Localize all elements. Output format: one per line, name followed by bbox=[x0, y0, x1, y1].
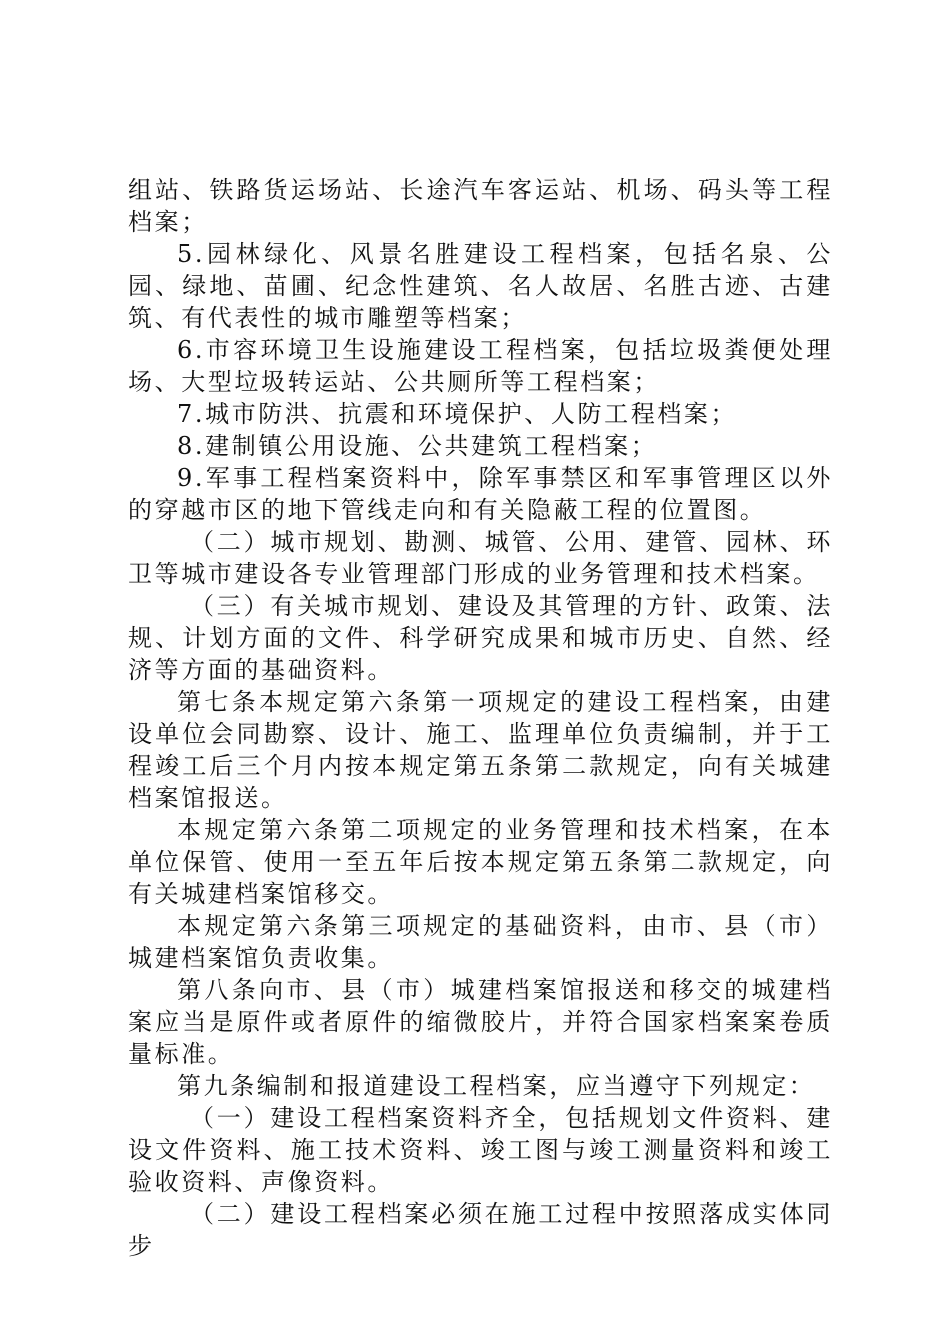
document-body bbox=[128, 174, 833, 1262]
paragraph-section-3: （三）有关城市规划、建设及其管理的方针、政策、法规、计划方面的文件、科学研究成果和城市历史、自然、经济等方面的基础资料。 bbox=[128, 592, 833, 684]
paragraph-item-8: 8.建制镇公用设施、公共建筑工程档案； bbox=[177, 432, 658, 460]
paragraph-article-7-part-2: 本规定第六条第二项规定的业务管理和技术档案，在本单位保管、使用一至五年后按本规定第五条第二款规定，向有关城建档案馆移交。 bbox=[128, 816, 833, 908]
paragraph-article-7: 第七条本规定第六条第一项规定的建设工程档案，由建设单位会同勘察、设计、施工、监理单位负责编制，并于工程竣工后三个月内按本规定第五条第二款规定，向有关城建档案馆报送。 bbox=[128, 688, 833, 812]
paragraph-item-6: 6.市容环境卫生设施建设工程档案，包括垃圾粪便处理场、大型垃圾转运站、公共厕所等工程档案； bbox=[128, 336, 833, 396]
paragraph-item-5: 5.园林绿化、风景名胜建设工程档案，包括名泉、公园、绿地、苗圃、纪念性建筑、名人故居、名胜古迹、古建筑、有代表性的城市雕塑等档案； bbox=[128, 240, 833, 332]
paragraph-item-7: 7.城市防洪、抗震和环境保护、人防工程档案； bbox=[177, 400, 738, 428]
paragraph-continued: 组站、铁路货运场站、长途汽车客运站、机场、码头等工程档案； bbox=[128, 176, 833, 236]
paragraph-item-9: 9.军事工程档案资料中，除军事禁区和军事管理区以外的穿越市区的地下管线走向和有关隐蔽工程的位置图。 bbox=[128, 464, 833, 524]
paragraph-article-8: 第八条向市、县（市）城建档案馆报送和移交的城建档案应当是原件或者原件的缩微胶片，并符合国家档案案卷质量标准。 bbox=[128, 976, 833, 1068]
paragraph-article-9-item-1: （一）建设工程档案资料齐全，包括规划文件资料、建设文件资料、施工技术资料、竣工图与竣工测量资料和竣工验收资料、声像资料。 bbox=[128, 1104, 833, 1196]
paragraph-section-2: （二）城市规划、勘测、城管、公用、建管、园林、环卫等城市建设各专业管理部门形成的业务管理和技术档案。 bbox=[128, 528, 833, 588]
paragraph-article-7-part-3: 本规定第六条第三项规定的基础资料，由市、县（市）城建档案馆负责收集。 bbox=[128, 912, 833, 972]
paragraph-article-9-item-2: （二）建设工程档案必须在施工过程中按照落成实体同步 bbox=[128, 1200, 833, 1260]
paragraph-article-9: 第九条编制和报道建设工程档案，应当遵守下列规定： bbox=[177, 1072, 816, 1100]
